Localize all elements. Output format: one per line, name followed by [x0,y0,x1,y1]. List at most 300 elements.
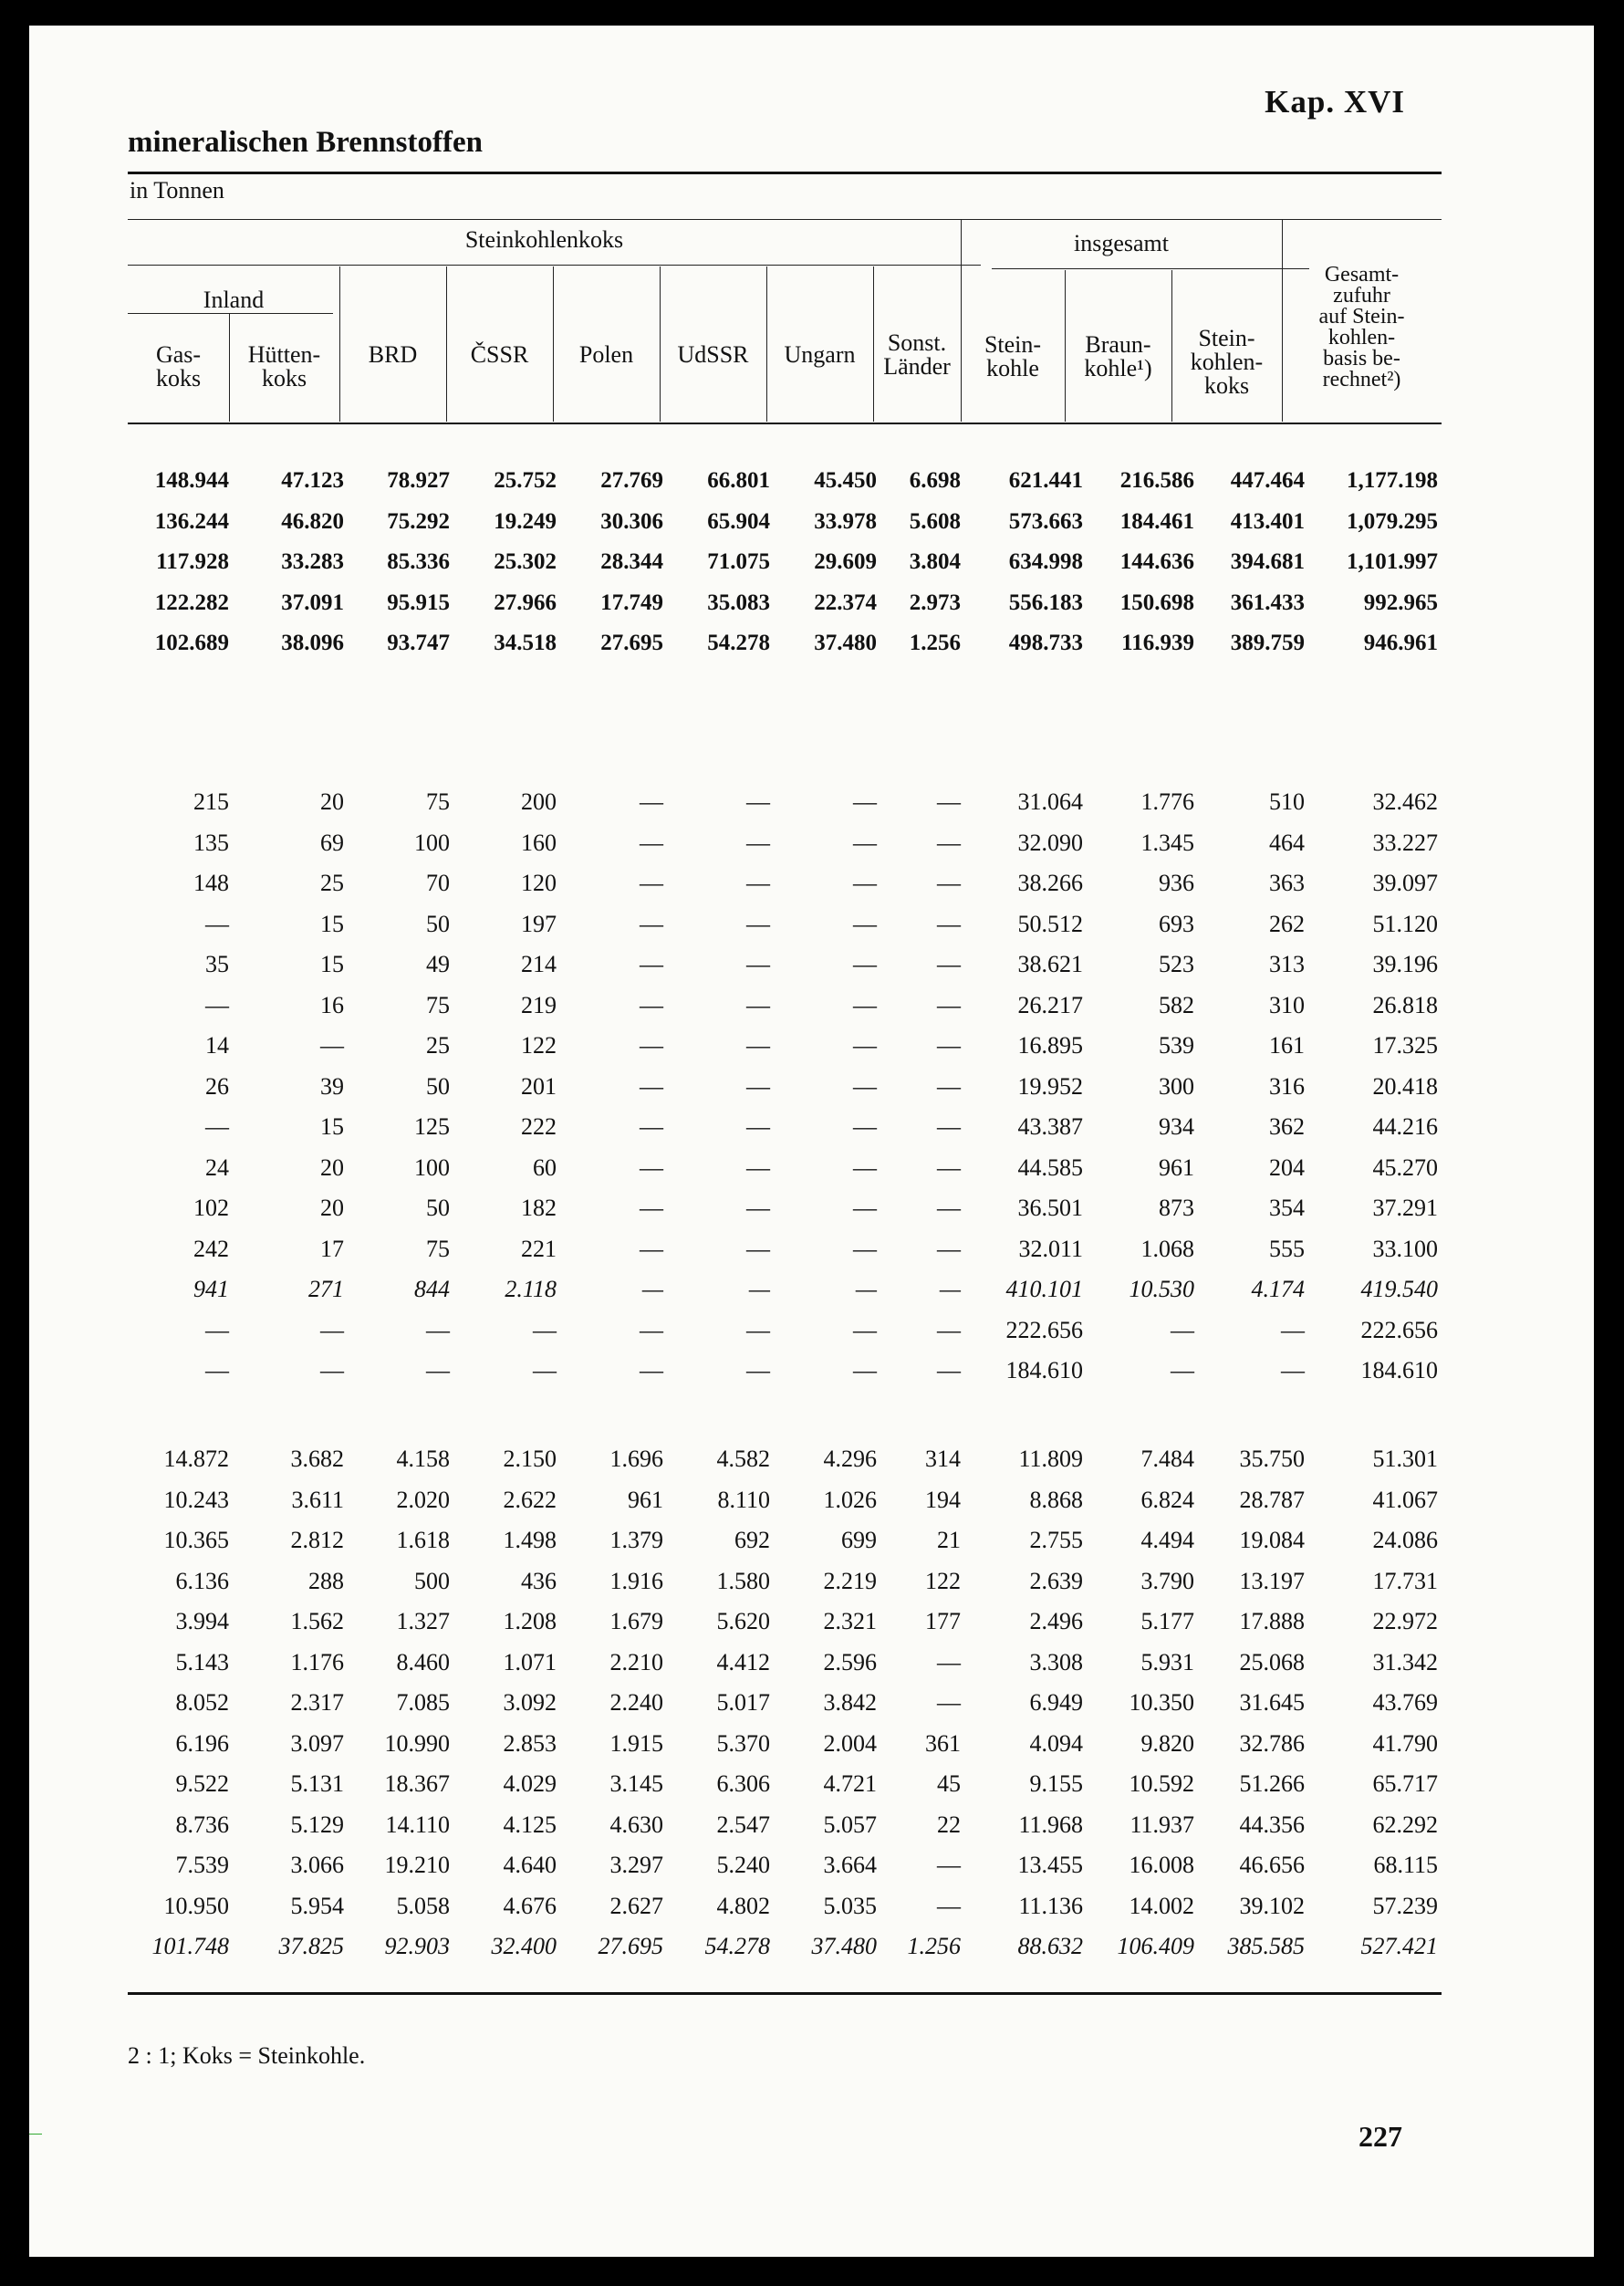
table-cell: 2.639 [1029,1567,1083,1594]
table-cell: 3.790 [1140,1567,1194,1594]
table-cell: 692 [734,1527,770,1553]
table-cell: 11.809 [1018,1446,1083,1472]
table-cell: 316 [1269,1072,1305,1100]
table-cell: 45 [937,1770,961,1797]
table-cell: 201 [521,1072,557,1100]
table-cell: 51.120 [1372,910,1438,937]
table-row [128,1312,1442,1349]
table-cell: 288 [308,1567,344,1594]
chapter-label: Kap. XVI [1265,84,1405,120]
table-cell: 144.636 [1119,549,1194,574]
table-cell: 45.270 [1372,1153,1438,1181]
table-cell: — [853,1113,877,1140]
table-cell: 6.698 [909,468,961,493]
table-cell: — [746,1032,770,1059]
table-cell: 4.158 [396,1446,450,1472]
table-cell: 66.801 [707,468,770,493]
table-cell: 15 [320,951,344,977]
table-cell: 47.123 [281,468,344,493]
header-cssr: ČSSR [470,341,529,368]
table-cell: — [937,1357,961,1383]
table-cell: 33.283 [281,549,344,574]
table-cell: 37.291 [1372,1195,1438,1221]
table-cell: — [937,910,961,937]
table-cell: 2.118 [505,1276,557,1302]
table-cell: 464 [1269,829,1305,856]
table-cell: 17.731 [1372,1567,1438,1594]
table-cell: 32.400 [491,1933,557,1959]
table-cell: 20 [320,788,344,815]
table-cell: 2.853 [503,1729,557,1757]
table-cell: — [937,1689,961,1716]
table-cell: 78.927 [387,468,450,493]
header-steinkohlenkoks-total: Stein- kohlen- koks [1190,325,1264,399]
table-bottom-rule [128,1992,1442,1995]
table-cell: 5.954 [290,1892,344,1919]
table-row [128,1441,1442,1477]
table-cell: 362 [1269,1113,1305,1140]
table-cell: — [640,788,663,815]
table-cell: 43.387 [1017,1113,1083,1140]
table-cell: 413.401 [1230,508,1305,534]
table-cell: — [746,910,770,937]
table-cell: 961 [628,1486,663,1513]
table-cell: 44.585 [1017,1153,1083,1181]
table-cell: 10.243 [163,1486,229,1513]
table-cell: 34.518 [494,631,557,655]
table-cell: 8.052 [175,1689,229,1716]
table-cell: 5.177 [1140,1608,1194,1634]
table-cell: 49 [426,951,450,977]
table-cell: — [853,951,877,977]
table-cell: 184.610 [1360,1357,1438,1383]
table-cell: 31.342 [1372,1648,1438,1675]
table-cell: — [937,1852,961,1878]
table-cell: — [640,870,663,896]
table-row [128,1888,1442,1925]
table-cell: 50 [426,1195,450,1221]
table-cell: 313 [1269,951,1305,977]
table-cell: 88.632 [1017,1933,1083,1959]
table-cell: 160 [521,829,557,856]
table-cell: 510 [1269,788,1305,815]
table-cell: 1.498 [503,1527,557,1553]
table-cell: — [939,1276,961,1302]
table-cell: 46.820 [281,508,344,534]
table-cell: 539 [1159,1032,1194,1059]
table-cell: — [640,1235,663,1262]
table-cell: 219 [521,991,557,1018]
table-cell: 4.630 [609,1811,663,1838]
table-cell: — [937,829,961,856]
table-cell: — [640,991,663,1018]
table-cell: 17 [320,1235,344,1262]
table-cell: — [746,1113,770,1140]
table-cell: 25 [426,1032,450,1059]
table-cell: 102 [193,1195,229,1221]
table-cell: — [640,951,663,977]
table-cell: 1.208 [503,1608,557,1634]
table-cell: 934 [1159,1113,1194,1140]
table-cell: 222 [521,1113,557,1140]
table-cell: 992.965 [1363,590,1438,615]
table-cell: — [746,951,770,977]
table-cell: 32.462 [1372,788,1438,815]
table-cell: 26 [205,1072,229,1100]
table-cell: 221 [521,1235,557,1262]
table-cell: 3.297 [609,1852,663,1878]
table-cell: 2.150 [503,1446,557,1472]
table-cell: 14 [205,1032,229,1059]
header-top-rule [128,219,1442,220]
table-cell: 27.695 [600,631,663,655]
table-row [128,1807,1442,1843]
table-cell: — [855,1276,877,1302]
unit-label: in Tonnen [130,177,224,204]
table-cell: 50 [426,910,450,937]
table-cell: — [205,1113,229,1140]
table-cell: 184.461 [1119,508,1194,534]
table-cell: 50.512 [1017,910,1083,937]
table-cell: 262 [1269,910,1305,937]
table-cell: 95.915 [387,590,450,615]
table-cell: 242 [193,1235,229,1262]
table-cell: 22.374 [814,590,877,615]
table-cell: 44.356 [1239,1811,1305,1838]
table-row [128,1928,1442,1965]
table-row [128,463,1442,499]
footnote: 2 : 1; Koks = Steinkohle. [128,2042,366,2069]
table-cell: 125 [414,1113,450,1140]
table-cell: 2.496 [1029,1608,1083,1634]
table-cell: 35 [205,951,229,977]
table-cell: — [640,1357,663,1383]
header-inland: Inland [203,287,265,313]
table-row [128,585,1442,621]
table-cell: — [746,1357,770,1383]
table-cell: 37.480 [814,631,877,655]
table-cell: — [426,1357,450,1383]
table-cell: 8.110 [717,1486,770,1513]
table-row [128,906,1442,943]
table-cell: 936 [1159,870,1194,896]
table-cell: 873 [1159,1195,1194,1221]
table-cell: 1.696 [609,1446,663,1472]
table-cell: 527.421 [1360,1933,1438,1959]
table-cell: 37.825 [278,1933,344,1959]
table-cell: 36.501 [1017,1195,1083,1221]
table-row [128,1190,1442,1227]
table-cell: — [853,991,877,1018]
table-cell: 38.621 [1017,951,1083,977]
table-cell: — [746,829,770,856]
table-cell: 4.029 [503,1770,557,1797]
table-cell: 21 [937,1527,961,1553]
table-cell: 177 [925,1608,961,1634]
table-cell: 18.367 [384,1770,450,1797]
table-cell: 5.240 [716,1852,770,1878]
table-cell: — [746,870,770,896]
table-cell: 6.136 [175,1567,229,1594]
table-cell: 184.610 [1005,1357,1083,1383]
table-cell: — [640,1316,663,1343]
table-cell: 102.689 [154,631,229,655]
table-cell: 20 [320,1195,344,1221]
table-cell: 136.244 [154,508,229,534]
table-cell: — [748,1276,770,1302]
table-cell: — [205,1316,229,1343]
table-cell: — [853,1153,877,1181]
table-cell: 46.656 [1239,1852,1305,1878]
table-cell: 961 [1159,1153,1194,1181]
table-cell: 100 [414,829,450,856]
table-cell: 310 [1269,991,1305,1018]
table-cell: 25 [320,870,344,896]
header-sonst-laender: Sonst. Länder [883,329,951,380]
table-cell: 7.484 [1140,1446,1194,1472]
table-cell: — [853,1316,877,1343]
table-cell: 60 [533,1153,557,1181]
table-cell: 314 [925,1446,961,1472]
table-cell: 62.292 [1372,1811,1438,1838]
table-cell: 24.086 [1372,1527,1438,1553]
table-cell: 182 [521,1195,557,1221]
table-cell: 100 [414,1153,450,1181]
table-cell: — [853,788,877,815]
table-cell: 4.494 [1140,1527,1194,1553]
table-cell: 54.278 [704,1933,770,1959]
page-number: 227 [1359,2120,1402,2153]
crop-mark [29,2134,42,2135]
table-cell: 361 [925,1729,961,1757]
table-row [128,1069,1442,1105]
table-cell: 2.596 [823,1648,877,1675]
table-cell: 5.131 [290,1770,344,1797]
table-cell: 92.903 [384,1933,450,1959]
header-huettenkoks: Hütten- koks [247,341,321,391]
table-cell: 93.747 [387,631,450,655]
table-row [128,1726,1442,1762]
table-cell: 37.480 [811,1933,877,1959]
table-cell: 31.645 [1239,1689,1305,1716]
table-cell: 3.097 [290,1729,344,1757]
header-insgesamt: insgesamt [1074,230,1169,256]
table-cell: — [853,870,877,896]
table-cell: 117.928 [156,549,229,574]
table-cell: 3.682 [290,1446,344,1472]
table-cell: 122.282 [154,590,229,615]
table-cell: 9.522 [175,1770,229,1797]
table-cell: 354 [1269,1195,1305,1221]
table-cell: — [937,1032,961,1059]
table-cell: 44.216 [1372,1113,1438,1140]
table-cell: 582 [1159,991,1194,1018]
table-cell: 70 [426,870,450,896]
table-cell: 43.769 [1372,1689,1438,1716]
table-cell: 4.582 [716,1446,770,1472]
table-row [128,1271,1442,1308]
table-cell: 33.978 [814,508,877,534]
table-row [128,1603,1442,1640]
table-cell: 101.748 [151,1933,229,1959]
table-cell: 27.695 [598,1933,663,1959]
header-braunkohle: Braun- kohle¹) [1084,331,1152,381]
table-cell: — [937,1648,961,1675]
table-cell: 120 [521,870,557,896]
table-cell: 37.091 [281,590,344,615]
table-cell: 30.306 [600,508,663,534]
table-cell: 385.585 [1227,1933,1305,1959]
table-cell: 1.176 [290,1648,344,1675]
table-cell: 498.733 [1008,631,1083,655]
table-cell: 39.196 [1372,951,1438,977]
table-cell: 116.939 [1121,631,1194,655]
header-gesamtzufuhr: Gesamt- zufuhr auf Stein- kohlen- basis be- rechnet²) [1318,263,1405,391]
table-cell: 1.256 [909,631,961,655]
table-cell: 2.020 [396,1486,450,1513]
table-cell: 16 [320,991,344,1018]
table-row [128,1766,1442,1802]
table-cell: 38.266 [1017,870,1083,896]
table-cell: — [205,1357,229,1383]
table-cell: 26.818 [1372,991,1438,1018]
table-cell: 194 [925,1486,961,1513]
table-cell: 14.110 [385,1811,450,1838]
table-cell: 3.804 [909,549,961,574]
table-cell: 106.409 [1117,1933,1194,1959]
table-cell: 200 [521,788,557,815]
table-cell: — [205,910,229,937]
table-cell: 26.217 [1017,991,1083,1018]
table-cell: 25.068 [1239,1648,1305,1675]
table-cell: 300 [1159,1072,1194,1100]
table-cell: — [320,1316,344,1343]
table-cell: 1.026 [823,1486,877,1513]
table-cell: 214 [521,951,557,977]
table-cell: — [853,1235,877,1262]
table-cell: — [640,1113,663,1140]
table-cell: 10.530 [1129,1276,1194,1302]
table-cell: 32.011 [1018,1235,1083,1262]
table-cell: — [853,1357,877,1383]
table-cell: 9.155 [1029,1770,1083,1797]
table-cell: 57.239 [1372,1892,1438,1919]
table-cell: 419.540 [1360,1276,1438,1302]
table-cell: 389.759 [1230,631,1305,655]
table-cell: 19.249 [494,508,557,534]
table-cell: — [533,1316,557,1343]
table-cell: 27.966 [494,590,557,615]
table-cell: 1.562 [290,1608,344,1634]
header-bottom-rule [128,423,1442,424]
table-cell: 14.002 [1129,1892,1194,1919]
table-cell: 3.611 [291,1486,344,1513]
table-cell: 222.656 [1360,1316,1438,1343]
table-row [128,1847,1442,1884]
table-cell: 10.365 [163,1527,229,1553]
table-cell: 3.092 [503,1689,557,1716]
table-cell: 216.586 [1119,468,1194,493]
table-cell: 27.769 [600,468,663,493]
table-row [128,1028,1442,1064]
table-cell: — [1171,1316,1194,1343]
table-cell: 1,177.198 [1347,468,1438,493]
table-cell: 5.931 [1140,1648,1194,1675]
table-cell: 11.937 [1130,1811,1194,1838]
table-cell: 17.888 [1239,1608,1305,1634]
table-cell: 1,079.295 [1347,508,1438,534]
table-cell: 3.308 [1029,1648,1083,1675]
table-cell: 3.664 [823,1852,877,1878]
table-cell: 5.620 [716,1608,770,1634]
table-cell: — [320,1032,344,1059]
table-cell: 2.547 [716,1811,770,1838]
table-cell: — [937,1153,961,1181]
table-cell: — [853,1195,877,1221]
table-cell: 693 [1159,910,1194,937]
table-cell: 16.008 [1129,1852,1194,1878]
table-cell: — [937,951,961,977]
table-cell: 215 [193,788,229,815]
table-cell: 436 [521,1567,557,1594]
table-cell: 410.101 [1005,1276,1083,1302]
table-cell: 5.370 [716,1729,770,1757]
table-cell: 1.916 [609,1567,663,1594]
table-cell: 3.145 [609,1770,663,1797]
table-cell: 4.412 [716,1648,770,1675]
table-row [128,625,1442,662]
table-cell: 363 [1269,870,1305,896]
table-row [128,1150,1442,1186]
table-cell: 10.592 [1129,1770,1194,1797]
table-cell: 33.100 [1372,1235,1438,1262]
table-cell: 1.068 [1140,1235,1194,1262]
table-cell: 394.681 [1230,549,1305,574]
table-cell: 4.296 [823,1446,877,1472]
table-cell: — [746,1072,770,1100]
heading-rule [128,172,1442,174]
table-cell: 2.210 [609,1648,663,1675]
table-cell: 75 [426,1235,450,1262]
table-cell: — [533,1357,557,1383]
table-cell: 4.094 [1029,1729,1083,1757]
table-cell: 13.455 [1017,1852,1083,1878]
table-cell: 148 [193,870,229,896]
table-cell: 31.064 [1017,788,1083,815]
table-cell: 1.618 [396,1527,450,1553]
table-cell: 2.321 [823,1608,877,1634]
table-cell: — [1281,1316,1305,1343]
table-row [128,784,1442,820]
table-row [128,1482,1442,1519]
table-cell: 54.278 [707,631,770,655]
table-cell: 2.240 [609,1689,663,1716]
table-cell: 14.872 [163,1446,229,1472]
table-cell: — [937,1072,961,1100]
table-cell: — [640,1032,663,1059]
table-cell: 122 [521,1032,557,1059]
table-cell: 1.679 [609,1608,663,1634]
table-cell: 65.717 [1372,1770,1438,1797]
table-cell: 50 [426,1072,450,1100]
table-cell: 556.183 [1008,590,1083,615]
table-cell: 634.998 [1008,549,1083,574]
table-cell: 28.787 [1239,1486,1305,1513]
table-cell: 16.895 [1017,1032,1083,1059]
table-cell: 39.102 [1239,1892,1305,1919]
table-cell: 20.418 [1372,1072,1438,1100]
table-row [128,865,1442,902]
